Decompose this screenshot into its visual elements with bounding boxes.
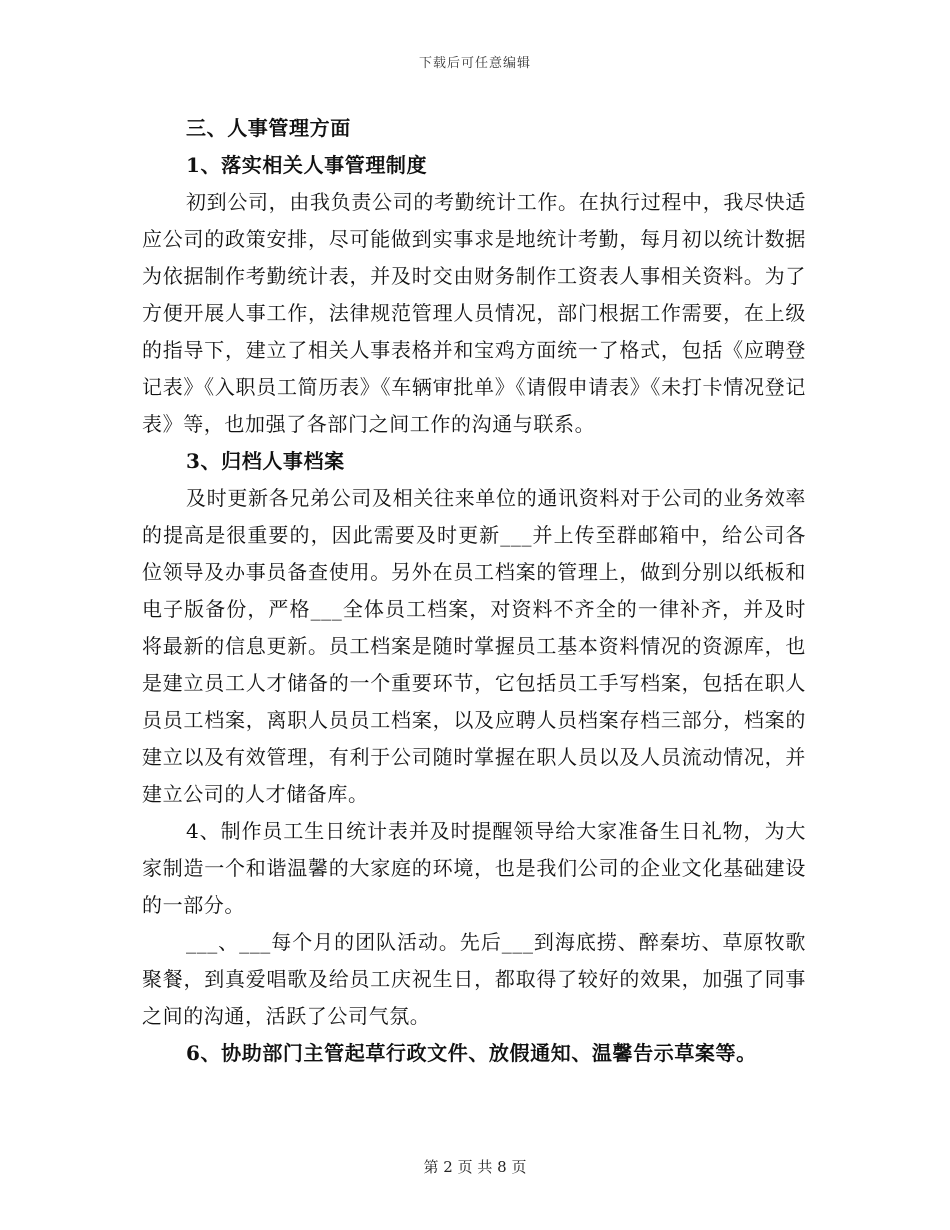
item-3-paragraph: 及时更新各兄弟公司及相关往来单位的通讯资料对于公司的业务效率的提高是很重要的，因此需要及时更新___并上传至群邮箱中，给公司各位领导及办事员备查使用。另外在员工档案的管理上，做到分别以纸板和电子版备份，严格___全体员工档案，对资料不齐全的一律补齐，并及时将最新的信息更新。员工档案是随时掌握员工基本资料情况的资源库，也是建立员工人才储备的一个重要环节，它包括员工手写档案，包括在职人员员工档案，离职人员员工档案，以及应聘人员档案存档三部分，档案的建立以及有效管理，有利于公司随时掌握在职人员以及人员流动情况，并建立公司的人才储备库。 <box>142 486 806 806</box>
item-3-title: 3、归档人事档案 <box>186 449 345 473</box>
document-body <box>142 110 806 1072</box>
page-number: 第 2 页 共 8 页 <box>423 1158 527 1176</box>
item-4-paragraph: 4、制作员工生日统计表并及时提醒领导给大家准备生日礼物，为大家制造一个和谐温馨的大家庭的环境，也是我们公司的企业文化基础建设的一部分。 <box>142 819 806 917</box>
item-1-title: 1、落实相关人事管理制度 <box>186 153 428 177</box>
section-title: 三、人事管理方面 <box>186 116 351 140</box>
item-5-paragraph: ___、___每个月的团队活动。先后___到海底捞、醉秦坊、草原牧歌聚餐，到真爱唱歌及给员工庆祝生日，都取得了较好的效果，加强了同事之间的沟通，活跃了公司气氛。 <box>142 930 806 1028</box>
item-1-paragraph: 初到公司，由我负责公司的考勤统计工作。在执行过程中，我尽快适应公司的政策安排，尽可能做到实事求是地统计考勤，每月初以统计数据为依据制作考勤统计表，并及时交由财务制作工资表人事相关资料。为了方便开展人事工作，法律规范管理人员情况，部门根据工作需要，在上级的指导下，建立了相关人事表格并和宝鸡方面统一了格式，包括《应聘登记表》《入职员工简历表》《车辆审批单》《请假申请表》《未打卡情况登记表》等，也加强了各部门之间工作的沟通与联系。 <box>142 190 806 436</box>
item-6-title: 6、协助部门主管起草行政文件、放假通知、温馨告示草案等。 <box>186 1041 757 1065</box>
page-header: 下载后可任意编辑 <box>418 56 531 71</box>
